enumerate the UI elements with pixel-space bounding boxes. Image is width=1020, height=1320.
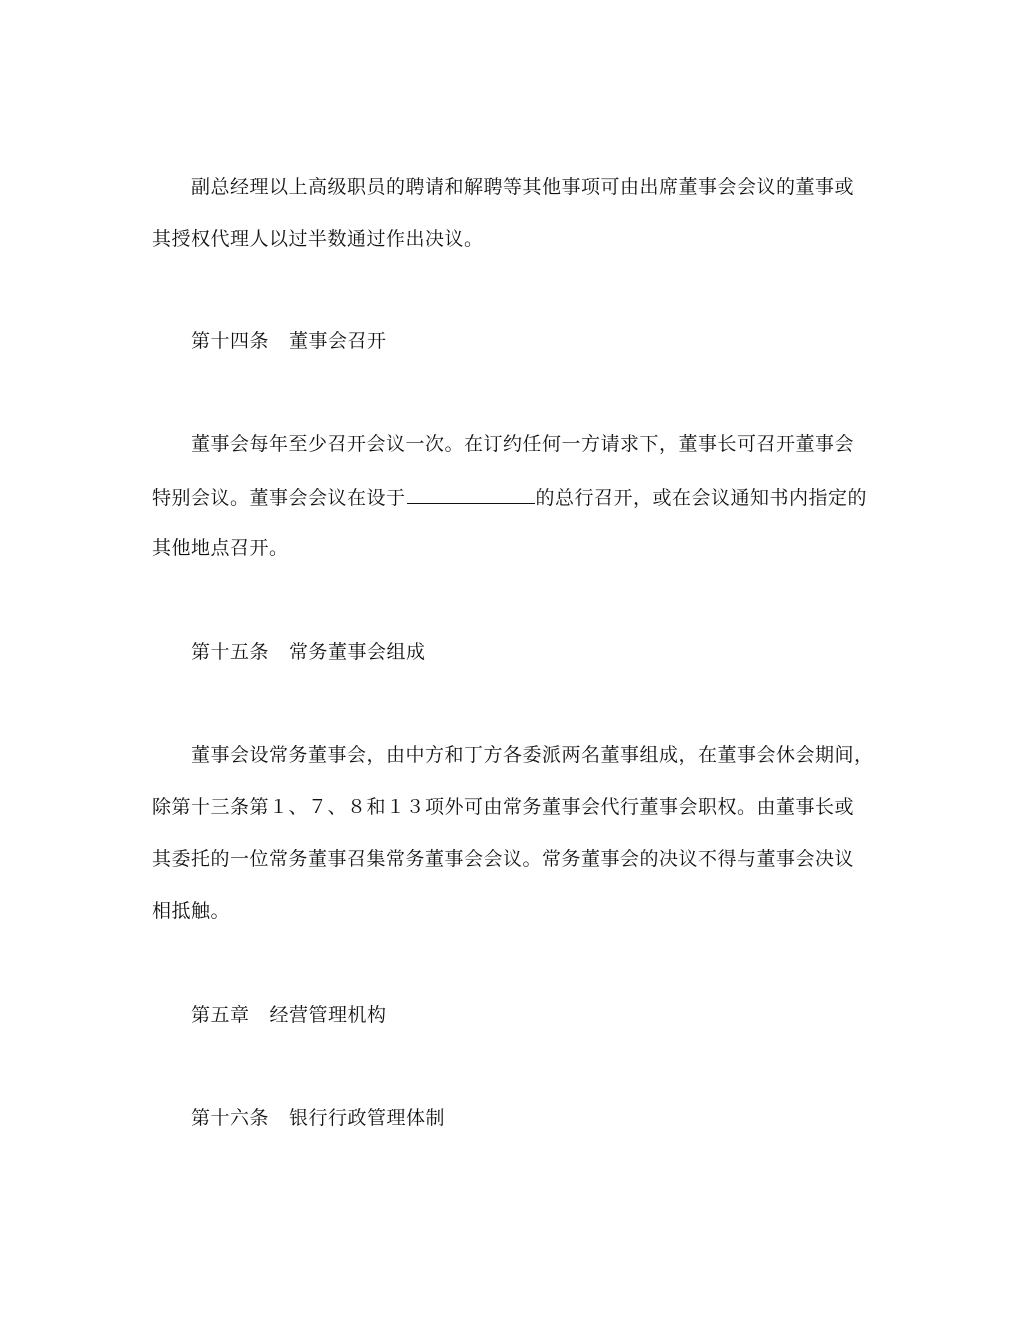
article-heading-14 [191,329,387,353]
article-number: 第十六条 [191,1107,270,1129]
chapter-title: 经营管理机构 [269,1004,387,1026]
article-title: 银行行政管理体制 [289,1107,446,1129]
paragraph-line: 董事会每年至少召开会议一次。在订约任何一方请求下，董事长可召开董事会 [191,433,855,455]
article-title: 常务董事会组成 [289,641,426,663]
paragraph-line [152,484,867,510]
line-text-before-blank: 特别会议。董事会会议在设于 [152,487,406,509]
chapter-number: 第五章 [191,1004,250,1026]
paragraph-line: 相抵触。 [152,900,231,922]
paragraph-line: 其授权代理人以过半数通过作出决议。 [152,228,484,250]
chapter-heading-5 [191,1003,387,1027]
article-title: 董事会召开 [289,330,387,352]
paragraph-line: 除第十三条第１、７、８和１３项外可由常务董事会代行董事会职权。由董事长或 [152,796,855,818]
article-number: 第十五条 [191,641,270,663]
article-number: 第十四条 [191,330,270,352]
article-heading-16 [191,1106,445,1130]
paragraph-line: 其委托的一位常务董事召集常务董事会会议。常务董事会的决议不得与董事会决议 [152,848,855,870]
line-text-after-blank: 的总行召开，或在会议通知书内指定的 [535,487,868,509]
paragraph-line: 董事会设常务董事会，由中方和丁方各委派两名董事组成，在董事会休会期间， [191,744,874,766]
paragraph-line: 其他地点召开。 [152,537,289,559]
fill-in-blank [407,484,535,504]
paragraph-line: 副总经理以上高级职员的聘请和解聘等其他事项可由出席董事会会议的董事或 [191,176,855,198]
article-heading-15 [191,640,426,664]
